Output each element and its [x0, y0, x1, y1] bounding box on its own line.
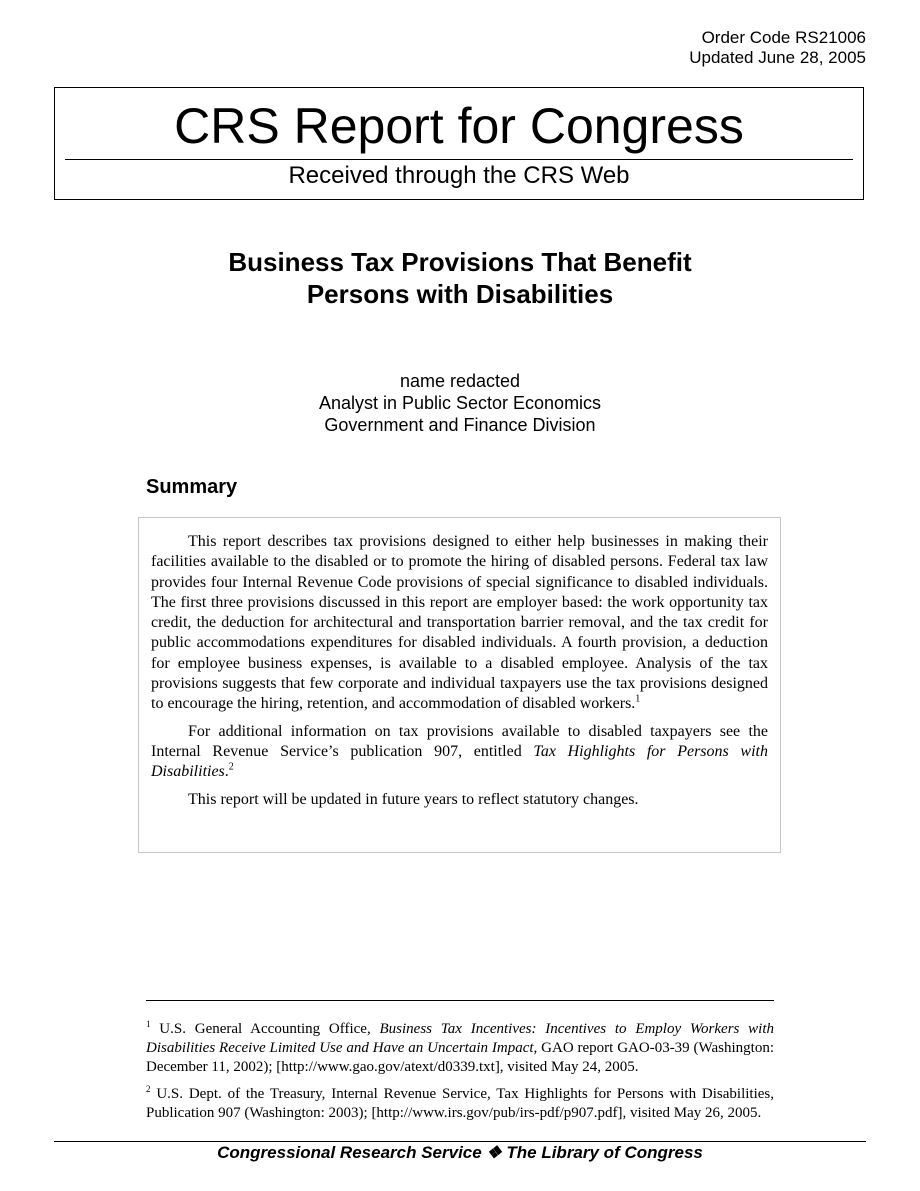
- author-position: Analyst in Public Sector Economics: [318, 393, 602, 413]
- updated-date: Updated June 28, 2005: [689, 48, 866, 67]
- footer-text: Congressional Research Service ❖ The Library of Congress: [217, 1143, 703, 1162]
- footnote-1: [146, 1020, 774, 1077]
- author-division: Government and Finance Division: [324, 415, 596, 435]
- summary-paragraph-2-end: .: [224, 763, 229, 781]
- footnote-ref-2: 2: [228, 761, 234, 773]
- publication-title: Tax Highlights for Persons with Disabilities: [151, 742, 768, 781]
- summary-paragraph-2: [151, 722, 768, 783]
- summary-heading: Summary: [146, 476, 238, 498]
- author-block: [0, 370, 920, 436]
- report-header-title: CRS Report for Congress: [174, 98, 744, 154]
- footnote-1-number: 1: [146, 1019, 151, 1029]
- author-name: name redacted: [399, 371, 521, 391]
- footer-divider: [54, 1141, 866, 1142]
- footnote-1-rest: , GAO report GAO-03-39 (Washington: December 11, 2002); [http://www.gao.gov/atext/d0339.txt], visited May 24, 2005.: [146, 1040, 775, 1075]
- footnote-1-report-title: Business Tax Incentives: Incentives to Employ Workers with Disabilities Receive Limited Use and Have an Uncertain Impact: [146, 1021, 774, 1056]
- summary-paragraph-1: [151, 532, 768, 715]
- summary-paragraph-2-text: For additional information on tax provisions available to disabled taxpayers see the Internal Revenue Service’s publication 907, entitled: [151, 722, 768, 760]
- header-divider: [65, 159, 853, 160]
- document-title: [0, 246, 920, 310]
- footnote-2-number: 2: [146, 1084, 151, 1094]
- footnotes: [146, 1020, 774, 1131]
- footnote-1-lead: U.S. General Accounting Office,: [150, 1021, 380, 1037]
- report-header-box: [54, 87, 864, 200]
- document-title-line-1: Business Tax Provisions That Benefit: [228, 247, 692, 277]
- footnote-2-text: U.S. Dept. of the Treasury, Internal Revenue Service, Tax Highlights for Persons with Disabilities, Publication 907 (Washington: 2003); [http://www.irs.gov/pub/irs-pdf/p907.pdf], visited May 26, 2005.: [146, 1086, 774, 1121]
- summary-box: [138, 517, 781, 853]
- order-info: [689, 28, 866, 68]
- summary-paragraph-1-text: This report describes tax provisions designed to either help businesses in making their facilities available to the disabled or to promote the hiring of disabled persons. Federal tax law provides four Internal Revenue Code provisions of special significance to disabled individuals. The first three provisions discussed in this report are employer based: the work opportunity tax credit, the deduction for architectural and transportation barrier removal, and the tax credit for public accommodations expenditures for disabled individuals. A fourth provision, a deduction for employee business expenses, is available to a disabled employee. Analysis of the tax provisions suggests that few corporate and individual taxpayers use the tax provisions designed to encourage the hiring, retention, and accommodation of disabled workers.: [151, 533, 768, 713]
- document-title-line-2: Persons with Disabilities: [306, 279, 614, 309]
- footnote-2: [146, 1085, 774, 1123]
- summary-paragraph-3: This report will be updated in future years to reflect statutory changes.: [188, 790, 639, 808]
- footnote-ref-1: 1: [635, 694, 641, 706]
- report-header-subtitle: Received through the CRS Web: [288, 162, 630, 189]
- footnote-divider: [146, 1000, 774, 1001]
- order-code: Order Code RS21006: [701, 28, 866, 47]
